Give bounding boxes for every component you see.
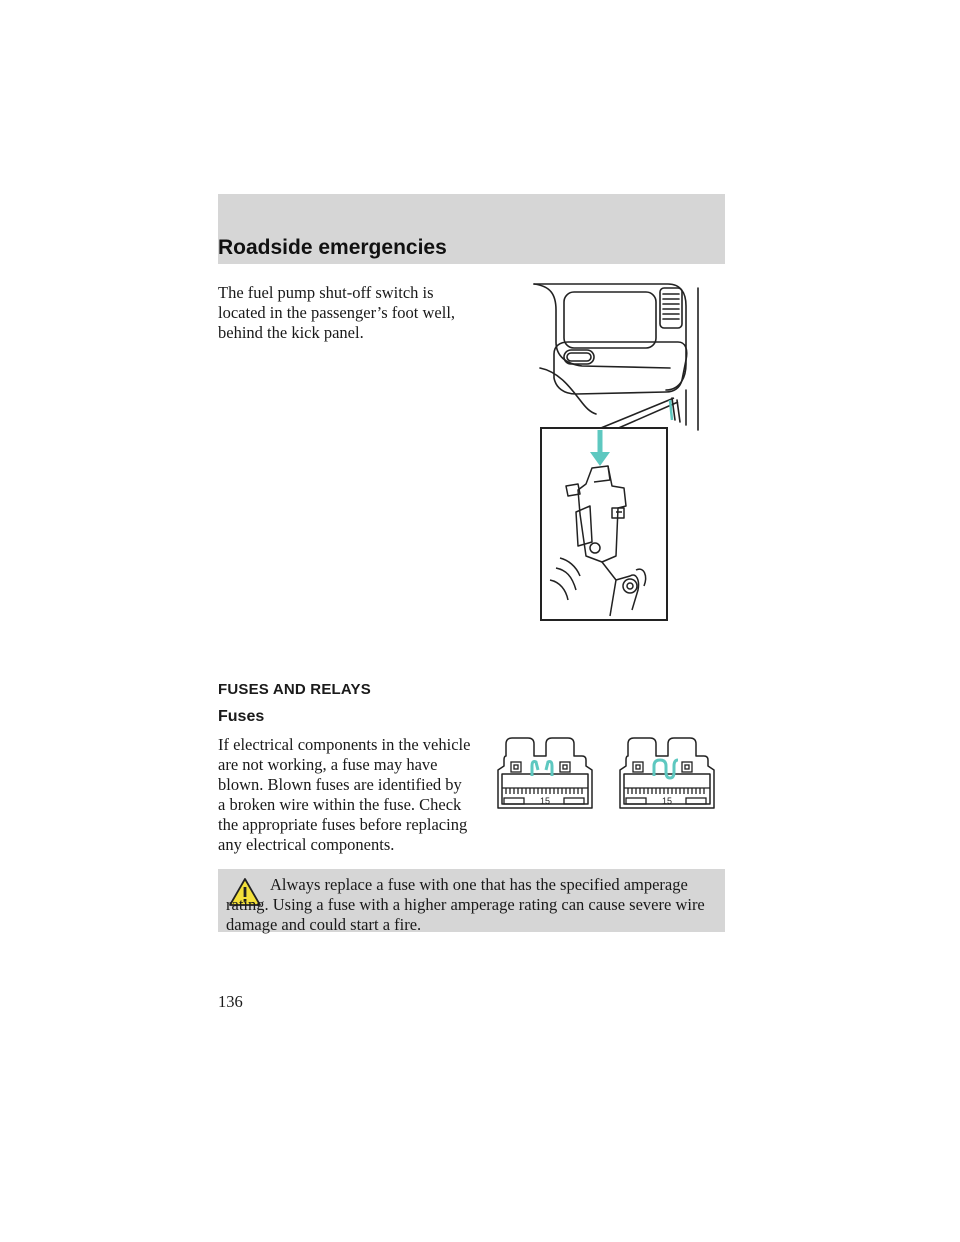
page-title: Roadside emergencies [218,236,447,259]
fuse-good-illustration [616,736,718,814]
page-number: 136 [218,992,243,1011]
fuses-paragraph: If electrical components in the vehicle are not working, a fuse may have blown. Blown fuses are identified by a broken wire within the fuse. Check the appropriate fuses before replacing any electrical components. [218,735,471,854]
intro-paragraph: The fuel pump shut-off switch is located in the passenger’s foot well, behind the kick panel. [218,283,456,342]
fuse-blown-rating: 15 [539,796,551,806]
subheading-fuses: Fuses [218,708,265,725]
section-heading-fuses-and-relays: FUSES AND RELAYS [218,681,371,698]
warning-text: Always replace a fuse with one that has the specified amperage rating. Using a fuse with a higher amperage rating can cause severe wire damage and could start a fire. [226,875,705,934]
fuse-good-rating: 15 [661,796,673,806]
fuel-pump-switch-illustration [520,280,700,625]
warning-box [218,869,725,932]
fuse-blown-illustration [494,736,596,814]
